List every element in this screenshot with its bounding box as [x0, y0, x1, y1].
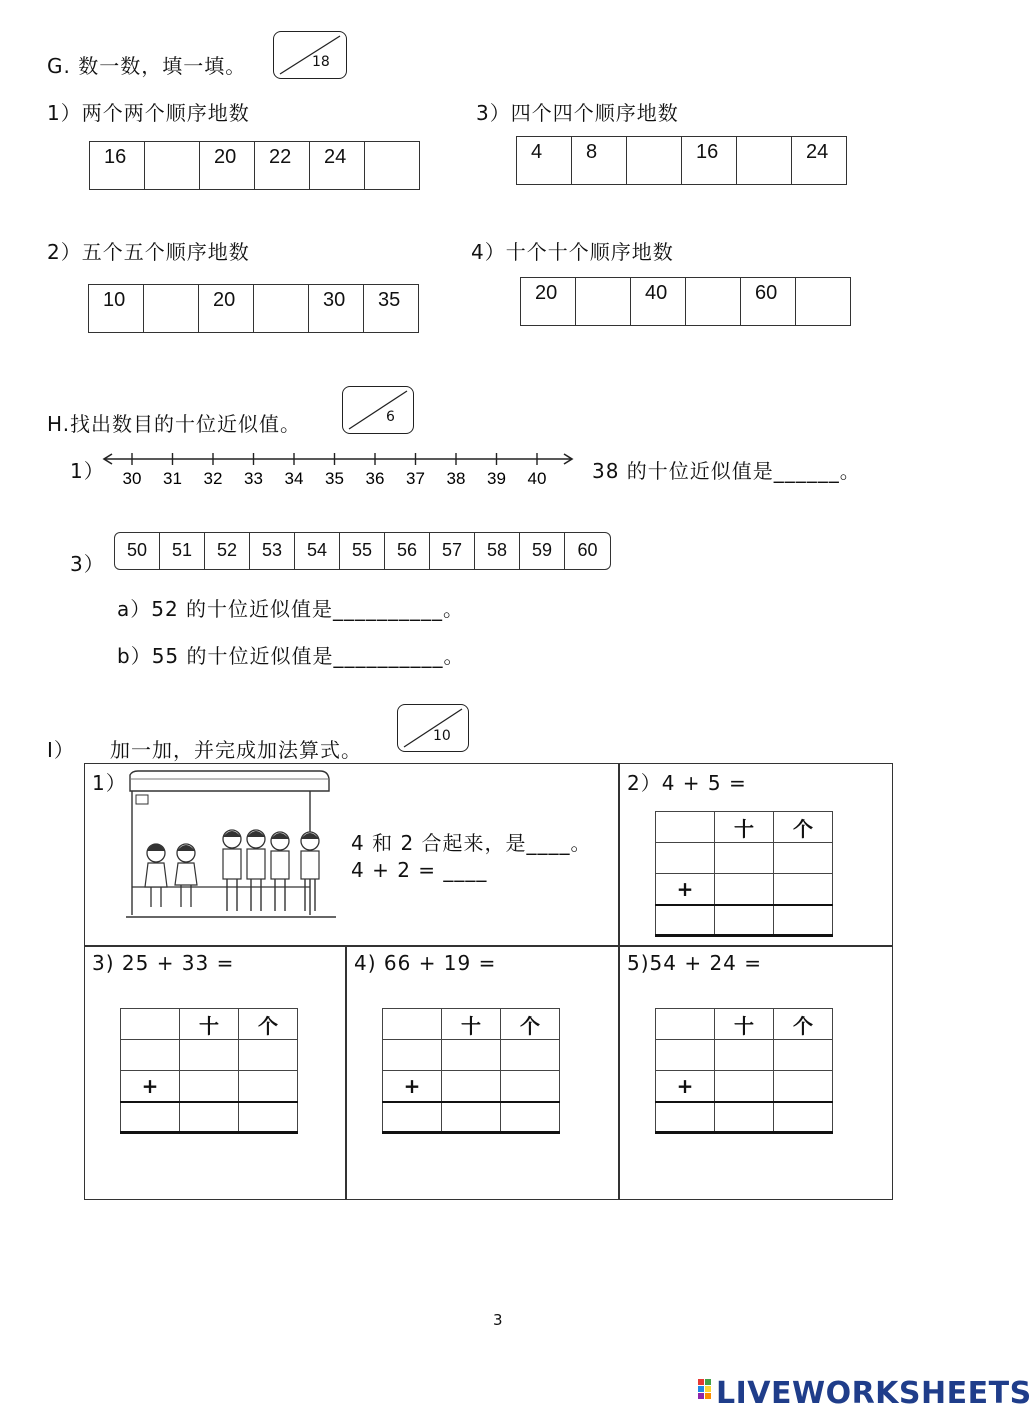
- plus-sign: +: [383, 1071, 442, 1102]
- seq-cell: 8: [572, 137, 627, 185]
- g-q3-sequence: [516, 136, 847, 185]
- p1-line2: 4 + 2 = ____: [351, 858, 488, 882]
- seq-cell: 60: [741, 278, 796, 326]
- tens-header: 十: [715, 1009, 774, 1040]
- tens-header: 十: [715, 812, 774, 843]
- seq-cell: 20: [521, 278, 576, 326]
- answer-cell[interactable]: [774, 905, 833, 936]
- seq-cell-blank[interactable]: [737, 137, 792, 185]
- number-box: 54: [295, 533, 340, 569]
- answer-cell[interactable]: [774, 1102, 833, 1133]
- section-g-title: G. 数一数，填一填。: [47, 54, 247, 78]
- score-box-g: [273, 31, 347, 79]
- tens-header: 十: [442, 1009, 501, 1040]
- answer-cell[interactable]: [239, 1071, 298, 1102]
- p2-label: 2）4 + 5 =: [627, 771, 747, 795]
- seq-cell-blank[interactable]: [254, 285, 309, 333]
- g-q4-sequence: [520, 277, 851, 326]
- seq-cell-blank[interactable]: [796, 278, 851, 326]
- number-line-label: 30: [122, 469, 142, 488]
- ones-header: 个: [774, 1009, 833, 1040]
- p4-label: 4) 66 + 19 =: [354, 951, 497, 975]
- h-q1-label: 1）: [70, 459, 105, 483]
- section-i-instruction: 加一加，并完成加法算式。: [110, 738, 362, 762]
- seq-cell-blank[interactable]: [144, 285, 199, 333]
- answer-cell[interactable]: [501, 1040, 560, 1071]
- g-q1-label: 1）两个两个顺序地数: [47, 101, 250, 125]
- answer-cell[interactable]: [715, 905, 774, 936]
- place-value-table-4: [382, 1008, 560, 1134]
- bus-stop-illustration: [124, 767, 346, 923]
- answer-cell[interactable]: [180, 1102, 239, 1133]
- number-box: 57: [430, 533, 475, 569]
- answer-cell[interactable]: [501, 1071, 560, 1102]
- ones-header: 个: [239, 1009, 298, 1040]
- number-box: 58: [475, 533, 520, 569]
- number-box: 53: [250, 533, 295, 569]
- seq-cell: 16: [682, 137, 737, 185]
- seq-cell: 20: [200, 142, 255, 190]
- page-number: 3: [493, 1311, 503, 1329]
- h-q3a: a）52 的十位近似值是__________。: [117, 597, 465, 621]
- score-i: 10: [433, 728, 451, 744]
- number-box: 56: [385, 533, 430, 569]
- answer-cell[interactable]: [715, 843, 774, 874]
- seq-cell: 22: [255, 142, 310, 190]
- seq-cell-blank[interactable]: [686, 278, 741, 326]
- seq-cell-blank[interactable]: [145, 142, 200, 190]
- place-value-table-5: [655, 1008, 833, 1134]
- p1-label: 1）: [92, 771, 127, 795]
- answer-cell[interactable]: [239, 1102, 298, 1133]
- answer-cell[interactable]: [715, 1102, 774, 1133]
- seq-cell-blank[interactable]: [627, 137, 682, 185]
- p3-label: 3) 25 + 33 =: [92, 951, 235, 975]
- number-box: 52: [205, 533, 250, 569]
- h-q3b: b）55 的十位近似值是__________。: [117, 644, 465, 668]
- plus-sign: +: [121, 1071, 180, 1102]
- answer-cell[interactable]: [715, 874, 774, 905]
- number-box: 59: [520, 533, 565, 569]
- section-i-title: I）: [47, 738, 75, 762]
- place-value-table-2: [655, 811, 833, 937]
- answer-cell[interactable]: [715, 1040, 774, 1071]
- p5-label: 5)54 + 24 =: [627, 951, 763, 975]
- seq-cell: 10: [89, 285, 144, 333]
- number-line-label: 31: [163, 469, 182, 488]
- score-box-h: [342, 386, 414, 434]
- answer-cell[interactable]: [180, 1071, 239, 1102]
- score-box-i: [397, 704, 469, 752]
- seq-cell: 24: [792, 137, 847, 185]
- g-q2-label: 2）五个五个顺序地数: [47, 240, 250, 264]
- number-box: 51: [160, 533, 205, 569]
- number-line-label: 32: [203, 469, 223, 488]
- number-line-label: 37: [406, 469, 425, 488]
- answer-cell[interactable]: [774, 1040, 833, 1071]
- section-h-title: H.找出数目的十位近似值。: [47, 412, 302, 436]
- seq-cell: 40: [631, 278, 686, 326]
- answer-cell[interactable]: [442, 1102, 501, 1133]
- seq-cell: 30: [309, 285, 364, 333]
- ones-header: 个: [774, 812, 833, 843]
- tens-header: 十: [180, 1009, 239, 1040]
- score-h: 6: [386, 409, 395, 425]
- number-box: 60: [577, 540, 598, 560]
- number-line-label: 36: [365, 469, 385, 488]
- answer-cell[interactable]: [239, 1040, 298, 1071]
- answer-cell[interactable]: [715, 1071, 774, 1102]
- number-box-row: [114, 532, 611, 570]
- seq-cell: 24: [310, 142, 365, 190]
- answer-cell[interactable]: [774, 843, 833, 874]
- seq-cell: 16: [90, 142, 145, 190]
- number-line-label: 38: [446, 469, 466, 488]
- h-q3-label: 3）: [70, 552, 105, 576]
- seq-cell: 4: [517, 137, 572, 185]
- seq-cell: 20: [199, 285, 254, 333]
- number-box: 55: [340, 533, 385, 569]
- answer-cell[interactable]: [442, 1071, 501, 1102]
- number-line: [100, 446, 580, 496]
- p1-line1: 4 和 2 合起来，是____。: [351, 831, 592, 855]
- answer-cell[interactable]: [774, 1071, 833, 1102]
- number-box: 50: [115, 533, 160, 569]
- number-line-label: 40: [527, 469, 547, 488]
- ones-header: 个: [501, 1009, 560, 1040]
- watermark: LIVEWORKSHEETS: [716, 1376, 1032, 1411]
- answer-cell[interactable]: [442, 1040, 501, 1071]
- number-line-label: 33: [244, 469, 263, 488]
- place-value-table-3: [120, 1008, 298, 1134]
- plus-sign: +: [656, 1071, 715, 1102]
- seq-cell-blank[interactable]: [365, 142, 420, 190]
- answer-cell[interactable]: [774, 874, 833, 905]
- grid-divider: [84, 945, 893, 947]
- seq-cell: 35: [364, 285, 419, 333]
- g-q1-sequence: [89, 141, 420, 190]
- answer-cell[interactable]: [501, 1102, 560, 1133]
- number-line-label: 39: [487, 469, 506, 488]
- score-g: 18: [312, 54, 330, 70]
- grid-divider: [618, 763, 620, 1200]
- number-line-label: 35: [325, 469, 344, 488]
- h-q1-question: 38 的十位近似值是______。: [592, 459, 861, 483]
- seq-cell-blank[interactable]: [576, 278, 631, 326]
- grid-divider: [345, 945, 347, 1200]
- number-line-label: 34: [284, 469, 304, 488]
- g-q3-label: 3）四个四个顺序地数: [476, 101, 679, 125]
- plus-sign: +: [656, 874, 715, 905]
- g-q2-sequence: [88, 284, 419, 333]
- answer-cell[interactable]: [180, 1040, 239, 1071]
- g-q4-label: 4）十个十个顺序地数: [471, 240, 674, 264]
